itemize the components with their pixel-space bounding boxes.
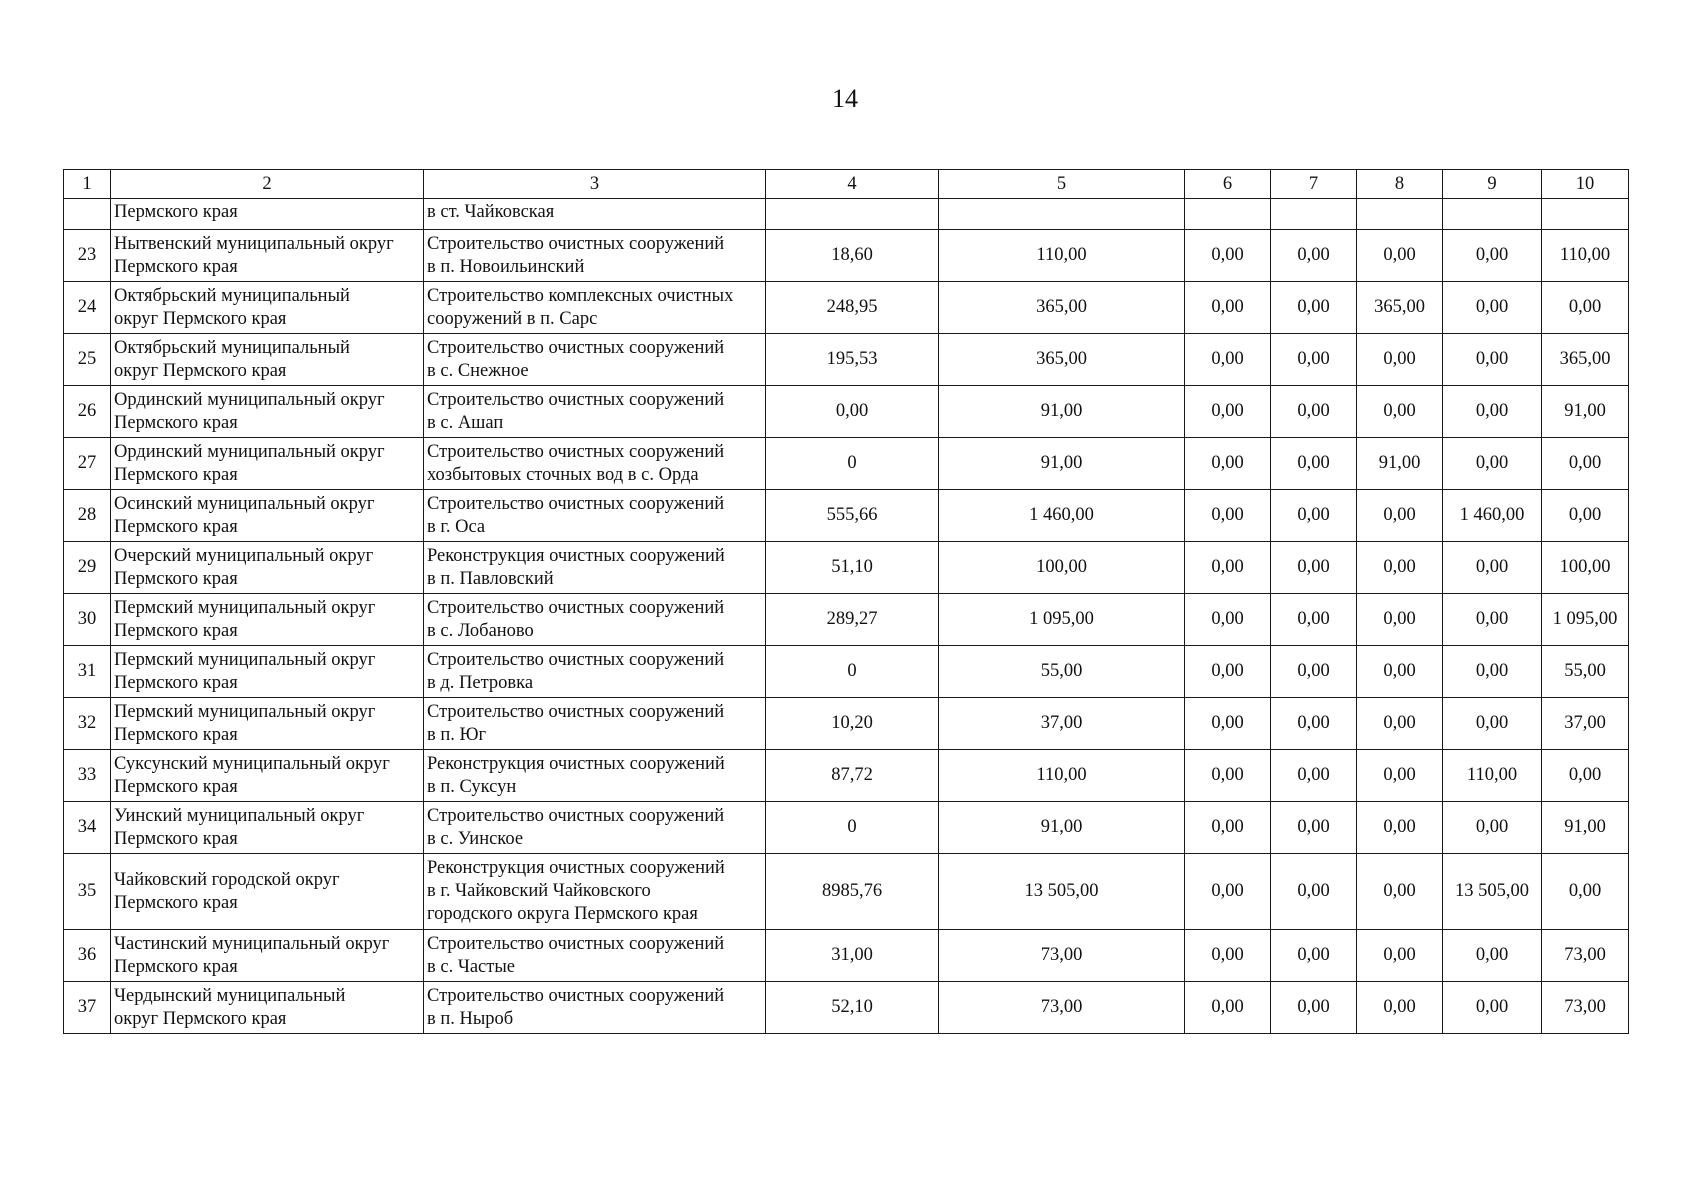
value-cell bbox=[766, 199, 939, 230]
value-cell: 73,00 bbox=[939, 930, 1185, 982]
table-row bbox=[64, 646, 1629, 698]
value-cell bbox=[1185, 199, 1271, 230]
column-header: 7 bbox=[1271, 170, 1357, 199]
value-cell: 73,00 bbox=[1542, 982, 1629, 1034]
project-cell: Строительство очистных сооружений в п. Новоильинский bbox=[424, 230, 766, 282]
project-cell: Строительство очистных сооружений в с. Уинское bbox=[424, 802, 766, 854]
value-cell: 0 bbox=[766, 646, 939, 698]
value-cell: 0,00 bbox=[1271, 594, 1357, 646]
row-number-cell: 29 bbox=[64, 542, 111, 594]
value-cell: 31,00 bbox=[766, 930, 939, 982]
value-cell bbox=[1542, 199, 1629, 230]
project-cell: Строительство очистных сооружений в г. Оса bbox=[424, 490, 766, 542]
value-cell: 0,00 bbox=[1185, 334, 1271, 386]
project-cell: Строительство очистных сооружений в д. Петровка bbox=[424, 646, 766, 698]
value-cell: 0,00 bbox=[1443, 802, 1542, 854]
value-cell: 0,00 bbox=[1357, 646, 1443, 698]
value-cell: 0,00 bbox=[1271, 802, 1357, 854]
value-cell: 110,00 bbox=[1443, 750, 1542, 802]
value-cell: 55,00 bbox=[939, 646, 1185, 698]
table-row bbox=[64, 750, 1629, 802]
project-cell: Строительство очистных сооружений в п. Ныроб bbox=[424, 982, 766, 1034]
value-cell: 0,00 bbox=[1271, 646, 1357, 698]
value-cell: 1 460,00 bbox=[1443, 490, 1542, 542]
project-cell: Реконструкция очистных сооружений в п. Павловский bbox=[424, 542, 766, 594]
value-cell: 91,00 bbox=[939, 802, 1185, 854]
value-cell: 0,00 bbox=[1357, 594, 1443, 646]
table-row bbox=[64, 438, 1629, 490]
value-cell: 0,00 bbox=[1185, 594, 1271, 646]
row-number-cell: 32 bbox=[64, 698, 111, 750]
value-cell: 37,00 bbox=[1542, 698, 1629, 750]
municipality-cell: Октябрьский муниципальный округ Пермского края bbox=[111, 282, 424, 334]
value-cell: 0,00 bbox=[1357, 386, 1443, 438]
value-cell: 87,72 bbox=[766, 750, 939, 802]
project-cell: Реконструкция очистных сооружений в г. Чайковский Чайковского городского округа Пермского края bbox=[424, 854, 766, 930]
value-cell: 0,00 bbox=[1357, 854, 1443, 930]
value-cell bbox=[1443, 199, 1542, 230]
value-cell: 13 505,00 bbox=[1443, 854, 1542, 930]
value-cell: 555,66 bbox=[766, 490, 939, 542]
municipality-cell: Пермский муниципальный округ Пермского края bbox=[111, 594, 424, 646]
value-cell: 51,10 bbox=[766, 542, 939, 594]
value-cell: 0,00 bbox=[1185, 982, 1271, 1034]
value-cell: 0,00 bbox=[1357, 802, 1443, 854]
value-cell: 55,00 bbox=[1542, 646, 1629, 698]
value-cell: 1 095,00 bbox=[1542, 594, 1629, 646]
value-cell: 0,00 bbox=[1443, 698, 1542, 750]
value-cell: 73,00 bbox=[1542, 930, 1629, 982]
project-cell: Реконструкция очистных сооружений в п. Суксун bbox=[424, 750, 766, 802]
row-number-cell: 26 bbox=[64, 386, 111, 438]
value-cell: 0,00 bbox=[1271, 490, 1357, 542]
value-cell: 0,00 bbox=[1357, 750, 1443, 802]
value-cell: 91,00 bbox=[939, 438, 1185, 490]
value-cell: 0,00 bbox=[1271, 334, 1357, 386]
value-cell: 0,00 bbox=[1443, 438, 1542, 490]
value-cell: 0,00 bbox=[1271, 930, 1357, 982]
column-header: 10 bbox=[1542, 170, 1629, 199]
value-cell: 100,00 bbox=[939, 542, 1185, 594]
value-cell: 1 460,00 bbox=[939, 490, 1185, 542]
row-number-cell: 33 bbox=[64, 750, 111, 802]
value-cell: 0,00 bbox=[1185, 646, 1271, 698]
table-row bbox=[64, 282, 1629, 334]
table-row bbox=[64, 490, 1629, 542]
value-cell: 0,00 bbox=[1443, 982, 1542, 1034]
value-cell: 0,00 bbox=[1271, 542, 1357, 594]
value-cell: 289,27 bbox=[766, 594, 939, 646]
row-number-cell: 37 bbox=[64, 982, 111, 1034]
value-cell: 365,00 bbox=[1542, 334, 1629, 386]
value-cell: 13 505,00 bbox=[939, 854, 1185, 930]
value-cell: 0,00 bbox=[1443, 282, 1542, 334]
value-cell: 0,00 bbox=[1443, 334, 1542, 386]
table-row bbox=[64, 386, 1629, 438]
row-number-cell: 23 bbox=[64, 230, 111, 282]
value-cell: 0,00 bbox=[766, 386, 939, 438]
table-row bbox=[64, 199, 1629, 230]
value-cell: 365,00 bbox=[939, 282, 1185, 334]
value-cell: 195,53 bbox=[766, 334, 939, 386]
value-cell: 18,60 bbox=[766, 230, 939, 282]
value-cell: 0,00 bbox=[1542, 282, 1629, 334]
table-row bbox=[64, 542, 1629, 594]
municipality-cell: Нытвенский муниципальный округ Пермского края bbox=[111, 230, 424, 282]
row-number-cell: 35 bbox=[64, 854, 111, 930]
row-number-cell: 28 bbox=[64, 490, 111, 542]
value-cell: 0,00 bbox=[1443, 930, 1542, 982]
value-cell: 110,00 bbox=[1542, 230, 1629, 282]
municipality-cell: Чайковский городской округ Пермского края bbox=[111, 854, 424, 930]
value-cell: 0,00 bbox=[1357, 490, 1443, 542]
value-cell: 0,00 bbox=[1271, 230, 1357, 282]
value-cell: 0,00 bbox=[1271, 386, 1357, 438]
row-number-cell: 30 bbox=[64, 594, 111, 646]
value-cell: 110,00 bbox=[939, 230, 1185, 282]
value-cell: 0,00 bbox=[1542, 438, 1629, 490]
value-cell: 0,00 bbox=[1357, 230, 1443, 282]
value-cell: 0,00 bbox=[1271, 854, 1357, 930]
value-cell: 0,00 bbox=[1185, 386, 1271, 438]
value-cell: 0 bbox=[766, 438, 939, 490]
data-table bbox=[63, 169, 1629, 1034]
column-header: 5 bbox=[939, 170, 1185, 199]
municipality-cell: Октябрьский муниципальный округ Пермского края bbox=[111, 334, 424, 386]
value-cell: 0,00 bbox=[1542, 490, 1629, 542]
value-cell bbox=[1271, 199, 1357, 230]
value-cell: 110,00 bbox=[939, 750, 1185, 802]
value-cell: 37,00 bbox=[939, 698, 1185, 750]
value-cell: 0,00 bbox=[1542, 750, 1629, 802]
table-row bbox=[64, 854, 1629, 930]
project-cell: Строительство очистных сооружений в с. Частые bbox=[424, 930, 766, 982]
value-cell: 52,10 bbox=[766, 982, 939, 1034]
column-header: 3 bbox=[424, 170, 766, 199]
value-cell: 0,00 bbox=[1271, 698, 1357, 750]
value-cell: 0,00 bbox=[1357, 930, 1443, 982]
value-cell: 91,00 bbox=[939, 386, 1185, 438]
row-number-cell: 34 bbox=[64, 802, 111, 854]
value-cell: 91,00 bbox=[1542, 802, 1629, 854]
municipality-cell: Пермский муниципальный округ Пермского края bbox=[111, 698, 424, 750]
value-cell: 0,00 bbox=[1185, 930, 1271, 982]
value-cell: 0,00 bbox=[1357, 698, 1443, 750]
municipality-cell: Суксунский муниципальный округ Пермского края bbox=[111, 750, 424, 802]
column-header: 8 bbox=[1357, 170, 1443, 199]
project-cell: Строительство очистных сооружений в с. Лобаново bbox=[424, 594, 766, 646]
value-cell: 73,00 bbox=[939, 982, 1185, 1034]
value-cell: 0,00 bbox=[1443, 646, 1542, 698]
column-header: 9 bbox=[1443, 170, 1542, 199]
project-cell: в ст. Чайковская bbox=[424, 199, 766, 230]
table-row bbox=[64, 594, 1629, 646]
value-cell: 100,00 bbox=[1542, 542, 1629, 594]
row-number-cell: 31 bbox=[64, 646, 111, 698]
value-cell: 248,95 bbox=[766, 282, 939, 334]
value-cell: 0,00 bbox=[1443, 230, 1542, 282]
row-number-cell bbox=[64, 199, 111, 230]
row-number-cell: 36 bbox=[64, 930, 111, 982]
table-row bbox=[64, 802, 1629, 854]
value-cell: 365,00 bbox=[1357, 282, 1443, 334]
value-cell: 10,20 bbox=[766, 698, 939, 750]
column-number-header-row bbox=[64, 170, 1629, 199]
value-cell: 0,00 bbox=[1185, 490, 1271, 542]
row-number-cell: 24 bbox=[64, 282, 111, 334]
municipality-cell: Чердынский муниципальный округ Пермского края bbox=[111, 982, 424, 1034]
municipality-cell: Ординский муниципальный округ Пермского края bbox=[111, 386, 424, 438]
value-cell: 0,00 bbox=[1542, 854, 1629, 930]
value-cell: 0,00 bbox=[1357, 334, 1443, 386]
column-header: 2 bbox=[111, 170, 424, 199]
project-cell: Строительство очистных сооружений в п. Юг bbox=[424, 698, 766, 750]
value-cell bbox=[1357, 199, 1443, 230]
value-cell: 0,00 bbox=[1185, 750, 1271, 802]
project-cell: Строительство очистных сооружений хозбытовых сточных вод в с. Орда bbox=[424, 438, 766, 490]
value-cell: 0,00 bbox=[1271, 438, 1357, 490]
value-cell: 0,00 bbox=[1185, 282, 1271, 334]
value-cell: 91,00 bbox=[1357, 438, 1443, 490]
table-row bbox=[64, 334, 1629, 386]
value-cell: 0,00 bbox=[1271, 982, 1357, 1034]
column-header: 4 bbox=[766, 170, 939, 199]
value-cell: 0,00 bbox=[1357, 542, 1443, 594]
project-cell: Строительство очистных сооружений в с. Снежное bbox=[424, 334, 766, 386]
value-cell: 0 bbox=[766, 802, 939, 854]
value-cell: 0,00 bbox=[1443, 594, 1542, 646]
value-cell: 0,00 bbox=[1357, 982, 1443, 1034]
value-cell: 1 095,00 bbox=[939, 594, 1185, 646]
municipality-cell: Уинский муниципальный округ Пермского края bbox=[111, 802, 424, 854]
value-cell bbox=[939, 199, 1185, 230]
value-cell: 0,00 bbox=[1185, 854, 1271, 930]
project-cell: Строительство комплексных очистных сооружений в п. Сарс bbox=[424, 282, 766, 334]
table-row bbox=[64, 982, 1629, 1034]
value-cell: 365,00 bbox=[939, 334, 1185, 386]
municipality-cell: Ординский муниципальный округ Пермского края bbox=[111, 438, 424, 490]
municipality-cell: Осинский муниципальный округ Пермского края bbox=[111, 490, 424, 542]
table-row bbox=[64, 698, 1629, 750]
table-row bbox=[64, 930, 1629, 982]
value-cell: 0,00 bbox=[1271, 750, 1357, 802]
row-number-cell: 25 bbox=[64, 334, 111, 386]
value-cell: 0,00 bbox=[1271, 282, 1357, 334]
value-cell: 0,00 bbox=[1185, 230, 1271, 282]
value-cell: 0,00 bbox=[1185, 438, 1271, 490]
value-cell: 0,00 bbox=[1443, 386, 1542, 438]
municipality-cell: Очерский муниципальный округ Пермского края bbox=[111, 542, 424, 594]
row-number-cell: 27 bbox=[64, 438, 111, 490]
column-header: 1 bbox=[64, 170, 111, 199]
table-row bbox=[64, 230, 1629, 282]
value-cell: 8985,76 bbox=[766, 854, 939, 930]
municipality-cell: Пермского края bbox=[111, 199, 424, 230]
value-cell: 0,00 bbox=[1185, 542, 1271, 594]
value-cell: 0,00 bbox=[1185, 802, 1271, 854]
value-cell: 91,00 bbox=[1542, 386, 1629, 438]
project-cell: Строительство очистных сооружений в с. Ашап bbox=[424, 386, 766, 438]
value-cell: 0,00 bbox=[1443, 542, 1542, 594]
municipality-cell: Частинский муниципальный округ Пермского края bbox=[111, 930, 424, 982]
value-cell: 0,00 bbox=[1185, 698, 1271, 750]
column-header: 6 bbox=[1185, 170, 1271, 199]
municipality-cell: Пермский муниципальный округ Пермского края bbox=[111, 646, 424, 698]
page-number: 14 bbox=[832, 84, 858, 113]
